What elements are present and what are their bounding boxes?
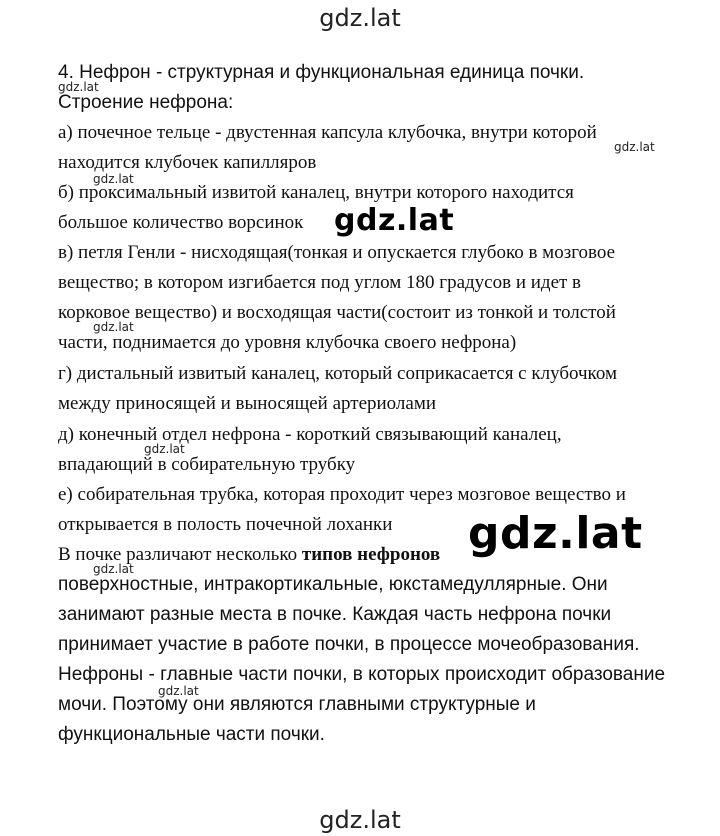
text-line-20: принимает участие в работе почки, в процессе мочеобразования.: [58, 634, 640, 655]
text-line-15: е) собирательная трубка, которая проходит через мозговое вещество и: [58, 484, 626, 505]
text-line-9: корковое вещество) и восходящая части(состоит из тонкой и толстой: [58, 302, 616, 323]
text-line-5: б) проксимальный извитой каналец, внутри которого находится: [58, 182, 574, 203]
text-line-14: впадающий в собирательную трубку: [58, 454, 356, 475]
text-line-16: открывается в полость почечной лоханки: [58, 514, 393, 535]
watermark-small: gdz.lat: [158, 684, 199, 698]
watermark-small: gdz.lat: [93, 172, 134, 186]
watermark-top: gdz.lat: [319, 4, 401, 32]
text-line-2: Строение нефрона:: [58, 92, 234, 113]
text-line-12: между приносящей и выносящей артериолами: [58, 393, 437, 414]
text-line-4: находится клубочек капилляров: [58, 152, 317, 173]
text-line-13: д) конечный отдел нефрона - короткий связывающий каналец,: [58, 424, 562, 445]
watermark-big: gdz.lat: [334, 203, 455, 238]
text-line-7: в) петля Генли - нисходящая(тонкая и опускается глубоко в мозговое: [58, 242, 616, 263]
watermark-small: gdz.lat: [614, 140, 655, 154]
text-line-23: функциональные части почки.: [58, 724, 325, 745]
text-line-3: а) почечное тельце - двустенная капсула клубочка, внутри которой: [58, 122, 597, 143]
watermark-small: gdz.lat: [93, 320, 134, 334]
text-line-6: большое количество ворсинок: [58, 212, 304, 233]
watermark-bottom: gdz.lat: [319, 806, 401, 834]
text-plain: В почке различают несколько: [58, 544, 302, 565]
text-line-10: части, поднимается до уровня клубочка своего нефрона): [58, 332, 517, 353]
text-line-11: г) дистальный извитый каналец, который соприкасается с клубочком: [58, 363, 617, 384]
watermark-small: gdz.lat: [58, 80, 99, 94]
text-line-1: 4. Нефрон - структурная и функциональная единица почки.: [58, 62, 585, 83]
text-line-19: занимают разные места в почке. Каждая часть нефрона почки: [58, 604, 612, 625]
watermark-huge: gdz.lat: [468, 508, 643, 559]
watermark-small: gdz.lat: [144, 442, 185, 456]
text-line-21: Нефроны - главные части почки, в которых происходит образование: [58, 664, 666, 685]
text-bold: типов нефронов: [301, 544, 441, 565]
watermark-small: gdz.lat: [93, 562, 134, 576]
text-line-18: поверхностные, интракортикальные, юкстамедуллярные. Они: [58, 574, 608, 595]
text-line-22: мочи. Поэтому они являются главными структурные и: [58, 694, 536, 715]
text-line-8: вещество; в котором изгибается под углом 180 градусов и идет в: [58, 272, 582, 293]
